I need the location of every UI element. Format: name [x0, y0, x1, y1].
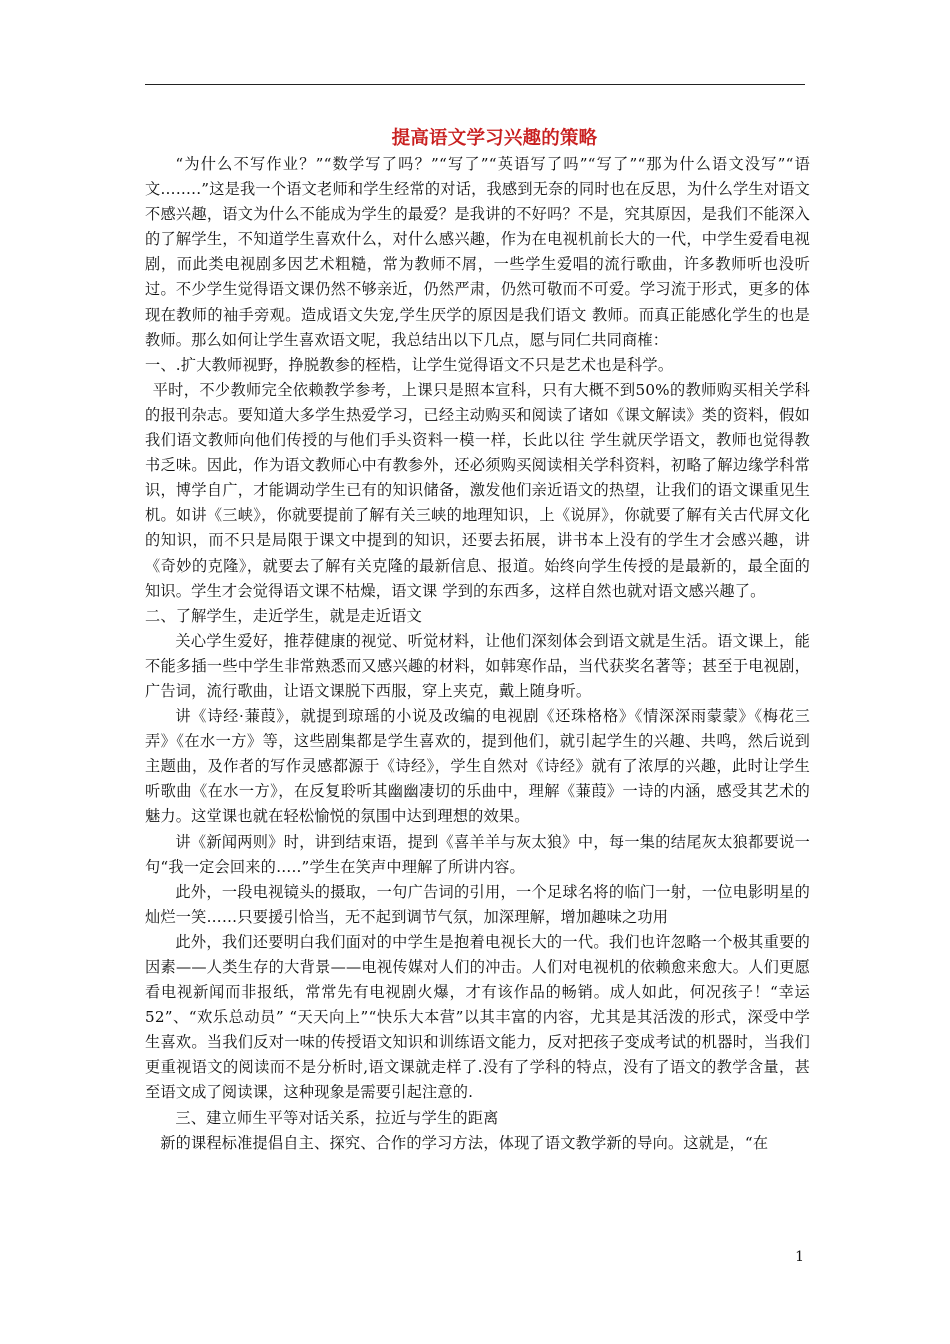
- header-rule: [145, 84, 805, 85]
- paragraph-intro: “为什么不写作业？”“数学写了吗？”“写了”“英语写了吗”“写了”“那为什么语文没写”“语文……..”这是我一个语文老师和学生经常的对话，我感到无奈的同时也在反思，为什么学生对语文不感兴趣，语文为什么不能成为学生的最爱？是我讲的不好吗？不是，究其原因，是我们不能深入的了解学生，不知道学生喜欢什么，对什么感兴趣，作为在电视机前长大的一代，中学生爱看电视剧，而此类电视剧多因艺术粗糙，常为教师不屑，一些学生爱唱的流行歌曲，许多教师听也没听过。不少学生觉得语文课仍然不够亲近，仍然严肃，仍然可敬而不可爱。学习流于形式，更多的体现在教师的袖手旁观。造成语文失宠,学生厌学的原因是我们语文 教师。而真正能感化学生的也是教师。那么如何让学生喜欢语文呢，我总结出以下几点，愿与同仁共同商榷：: [145, 155, 810, 349]
- document-body: [145, 126, 810, 1156]
- paragraph-student-interests: 关心学生爱好，推荐健康的视觉、听觉材料，让他们深刻体会到语文就是生活。语文课上，能不能多插一些中学生非常熟悉而又感兴趣的材料，如韩寒作品，当代获奖名著等；甚至于电视剧，广告词，流行歌曲，让语文课脱下西服，穿上夹克，戴上随身听。: [145, 631, 810, 700]
- document-title: 提高语文学习兴趣的策略: [391, 128, 598, 149]
- paragraph-curriculum-standard: 新的课程标准提倡自主、探究、合作的学习方法，体现了语文教学新的导向。这就是，“在: [160, 1133, 769, 1152]
- paragraph-television-generation: 此外，我们还要明白我们面对的中学生是抱着电视长大的一代。我们也许忽略一个极其重要的因素——人类生存的大背景——电视传媒对人们的冲击。人们对电视机的依赖愈来愈大。人们更愿看电视新闻而非报纸，常常先有电视剧火爆，才有该作品的畅销。成人如此，何况孩子！“幸运52”、“欢乐总动员” “天天向上”“快乐大本营”以其丰富的内容，尤其是其活泼的形式，深受中学生喜欢。当我们反对一味的传授语文知识和训练语文能力，反对把孩子变成考试的机器时，当我们更重视语文的阅读而不是分析时,语文课就走样了.没有了学科的特点，没有了语文的教学含量，甚至语文成了阅读课，这种现象是需要引起注意的.: [145, 932, 810, 1102]
- section-heading-3: 三、建立师生平等对话关系，拉近与学生的距离: [175, 1108, 499, 1127]
- paragraph-media-examples: 此外，一段电视镜头的摄取，一句广告词的引用，一个足球名将的临门一射，一位电影明星的灿烂一笑……只要援引恰当，无不起到调节气氛，加深理解，增加趣味之功用: [145, 882, 810, 926]
- section-heading-1: 一、.扩大教师视野，挣脱教参的桎梏，让学生觉得语文不只是艺术也是科学。: [145, 355, 674, 374]
- paragraph-section-1: 平时，不少教师完全依赖教学参考，上课只是照本宣科，只有大概不到50%的教师购买相关学科的报刊杂志。要知道大多学生热爱学习，已经主动购买和阅读了诸如《课文解读》类的资料，假如我们语文教师向他们传授的与他们手头资料一模一样，长此以往 学生就厌学语文，教师也觉得教书乏味。因此，作为语文教师心中有教参外，还必须购买阅读相关学科资料，初略了解边缘学科常识，博学自广，才能调动学生已有的知识储备，激发他们亲近语文的热望，让我们的语文课重见生机。如讲《三峡》，你就要提前了解有关三峡的地理知识，上《说屏》，你就要了解有关古代屏文化的知识，而不只是局限于课文中提到的知识，还要去拓展，讲书本上没有的学生才会感兴趣，讲《奇妙的克隆》，就要去了解有关克隆的最新信息、报道。始终向学生传授的是最新的，最全面的知识。学生才会觉得语文课不枯燥，语文课 学到的东西多，这样自然也就对语文感兴趣了。: [145, 380, 810, 600]
- paragraph-news-example: 讲《新闻两则》时，讲到结束语，提到《喜羊羊与灰太狼》中，每一集的结尾灰太狼都要说一句“我一定会回来的…..”学生在笑声中理解了所讲内容。: [145, 832, 810, 876]
- paragraph-shijing-example: 讲《诗经·蒹葭》，就提到琼瑶的小说及改编的电视剧《还珠格格》《情深深雨蒙蒙》《梅花三弄》《在水一方》等，这些剧集都是学生喜欢的，提到他们，就引起学生的兴趣、共鸣，然后说到主题曲，及作者的写作灵感都源于《诗经》，学生自然对《诗经》就有了浓厚的兴趣，此时让学生听歌曲《在水一方》，在反复聆听其幽幽凄切的乐曲中，理解《蒹葭》一诗的内涵，感受其艺术的魅力。这堂课也就在轻松愉悦的氛围中达到理想的效果。: [145, 707, 810, 826]
- page-number: 1: [795, 1249, 804, 1265]
- section-heading-2: 二、了解学生，走近学生，就是走近语文: [145, 606, 422, 625]
